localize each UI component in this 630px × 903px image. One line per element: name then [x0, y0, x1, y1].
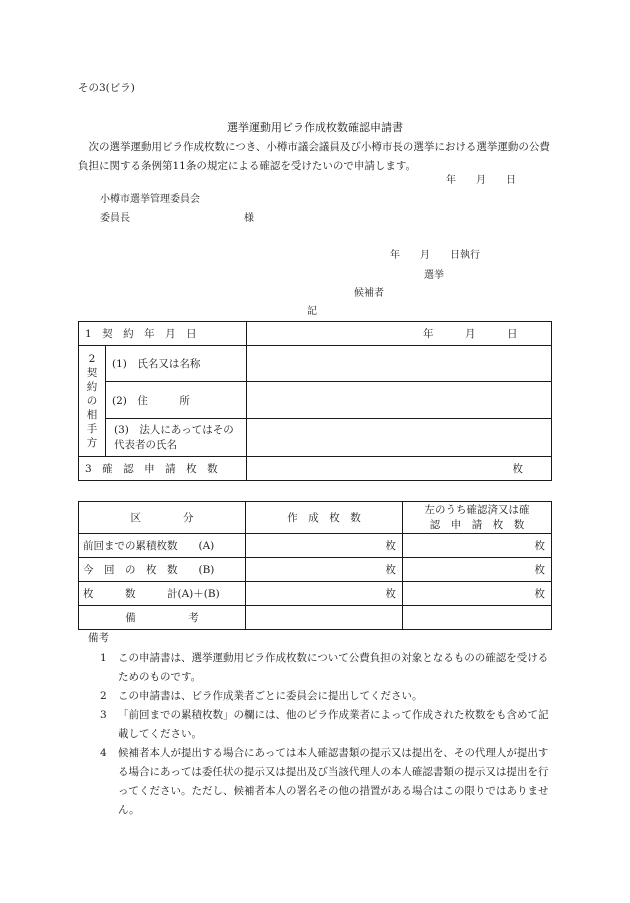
note-item: [100, 706, 558, 744]
candidate-label: 候補者: [354, 288, 384, 299]
made-unit: 枚: [246, 582, 403, 606]
note-number: 2: [100, 690, 107, 702]
contract-date-label: 1 契 約 年 月 日: [79, 322, 247, 346]
note-item: [100, 649, 558, 687]
sheet-count-table: [78, 501, 552, 630]
note-number: 1: [100, 652, 107, 664]
document-title: 選挙運動用ビラ作成枚数確認申請書: [227, 121, 403, 134]
table-row: [79, 606, 552, 630]
notes-heading: 備考: [88, 632, 109, 644]
form-label: その3(ビラ): [78, 82, 135, 94]
addressee-title: 委員長: [100, 213, 130, 224]
addressee-org: 小樽市選挙管理委員会: [100, 194, 200, 205]
ki-label: 記: [307, 306, 317, 317]
election-name: 選挙: [424, 270, 444, 281]
party-address-label: (2) 住 所: [106, 382, 247, 419]
row-label: 前回までの累積枚数 (A): [79, 534, 246, 558]
remarks-confirmed-field[interactable]: [403, 606, 552, 630]
application-date: 年 月 日: [446, 175, 516, 186]
party-address-field[interactable]: [247, 382, 552, 419]
count-unit: 枚: [247, 457, 552, 481]
header-confirmed-count: 左のうち確認済又は確 認 申 請 枚 数: [403, 502, 552, 534]
party-name-field[interactable]: [247, 346, 552, 382]
confirmed-unit: 枚: [403, 534, 552, 558]
party-rep-field[interactable]: [247, 419, 552, 457]
count-label: 3 確 認 申 請 枚 数: [79, 457, 247, 481]
note-number: 3: [100, 709, 107, 721]
contract-table: [78, 321, 552, 481]
note-text: 候補者本人が提出する場合にあっては本人確認書類の提示又は提出を、その代理人が提出する場合にあっては委任状の提示又は提出及び当該代理人の本人確認書類の提示又は提出を行ってください。ただし、候補者本人の署名その他の措置がある場合はこの限りではありません。: [118, 747, 549, 816]
note-item: [100, 687, 558, 706]
note-text: この申請書は、選挙運動用ビラ作成枚数について公費負担の対象となるものの確認を受けるためのものです。: [118, 652, 549, 683]
confirmed-unit: 枚: [403, 558, 552, 582]
table-row: [79, 534, 552, 558]
header-category: 区 分: [79, 502, 246, 534]
remarks-label: 備 考: [79, 606, 246, 630]
note-text: この申請書は、ビラ作成業者ごとに委員会に提出してください。: [118, 690, 423, 702]
election-date: 年 月 日執行: [390, 250, 480, 261]
table-row: [79, 582, 552, 606]
note-text: 「前回までの累積枚数」の欄には、他のビラ作成業者によって作成された枚数をも含めて記載してください。: [118, 709, 549, 740]
contract-date-value: 年 月 日: [247, 322, 552, 346]
remarks-made-field[interactable]: [246, 606, 403, 630]
header-made-count: 作 成 枚 数: [246, 502, 403, 534]
made-unit: 枚: [246, 558, 403, 582]
addressee-honorific: 様: [244, 213, 254, 224]
intro-text: 次の選挙運動用ビラ作成枚数につき、小樽市議会議員及び小樽市長の選挙における選挙運動の公費負担に関する条例第11条の規定による確認を受けたいので申請します。: [78, 141, 550, 172]
made-unit: 枚: [246, 534, 403, 558]
contract-party-label: 2 契 約 の 相 手 方: [79, 346, 106, 457]
party-name-label: (1) 氏名又は名称: [106, 346, 247, 382]
row-label: 枚 数 計(A)＋(B): [79, 582, 246, 606]
party-rep-label: (3) 法人にあってはその代表者の氏名: [106, 419, 247, 457]
row-label: 今 回 の 枚 数 (B): [79, 558, 246, 582]
note-number: 4: [100, 747, 107, 759]
confirmed-unit: 枚: [403, 582, 552, 606]
note-item: [100, 744, 558, 820]
table-row: [79, 558, 552, 582]
notes-section: [78, 630, 558, 820]
